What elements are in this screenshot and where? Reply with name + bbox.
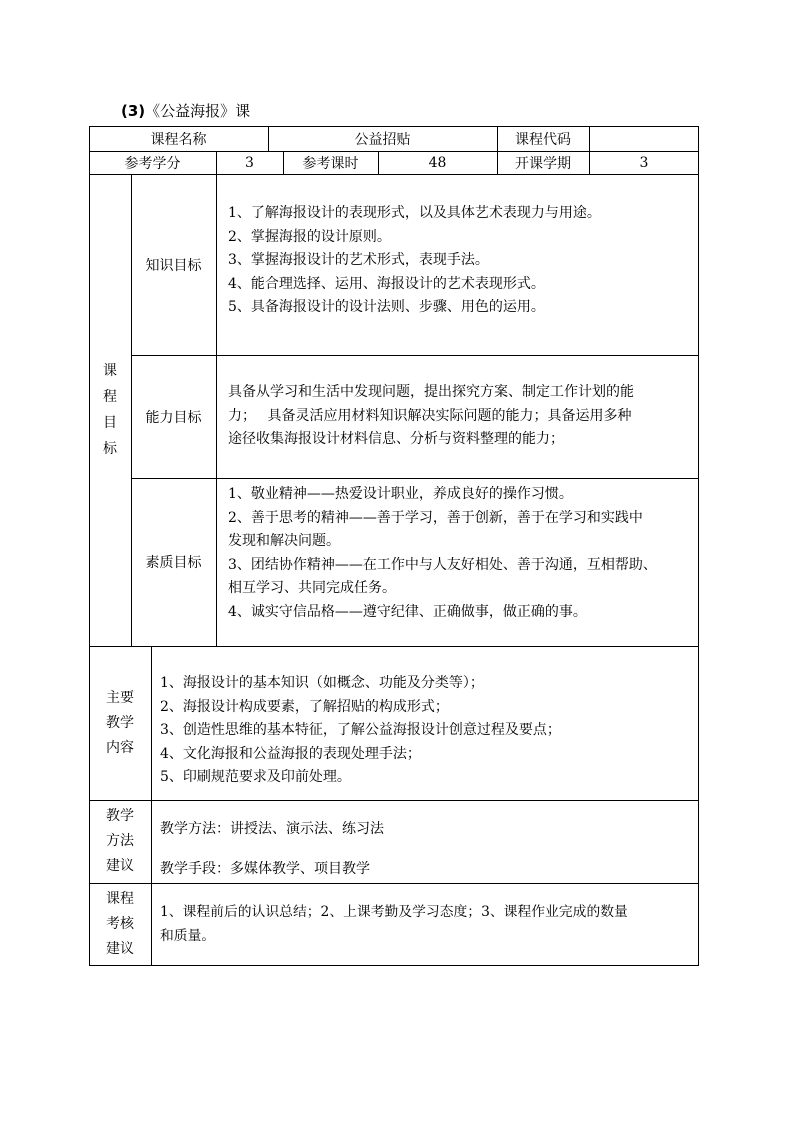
list-item: 1、了解海报设计的表现形式，以及具体艺术表现力与用途。 xyxy=(228,205,601,221)
list-item: 2、善于思考的精神——善于学习，善于创新，善于在学习和实践中 xyxy=(228,509,643,526)
list-item: 4、文化海报和公益海报的表现处理手法； xyxy=(160,745,421,762)
label-line: 建议 xyxy=(106,858,134,874)
label-line: 教学 xyxy=(106,808,134,824)
text-line: 具备从学习和生活中发现问题，提出探究方案、制定工作计划的能 xyxy=(228,384,634,400)
label-line: 方法 xyxy=(106,833,134,849)
section-number: (3) xyxy=(121,102,146,120)
list-item: 1、敬业精神——热爱设计职业，养成良好的操作习惯。 xyxy=(228,486,573,502)
goal-label-char: 程 xyxy=(103,389,117,405)
list-item: 发现和解决问题。 xyxy=(228,533,340,549)
row-divider xyxy=(89,646,699,647)
goal-label-char: 标 xyxy=(103,441,117,457)
row-divider xyxy=(89,883,699,884)
course-code-label: 课程代码 xyxy=(515,131,571,148)
goal-label-char: 课 xyxy=(103,363,117,379)
means-text: 教学手段：多媒体教学、项目教学 xyxy=(160,861,370,877)
label-line: 主要 xyxy=(106,689,134,706)
credits-label: 参考学分 xyxy=(124,155,181,172)
hours-value: 48 xyxy=(428,154,447,171)
text-line: 力； 具备灵活应用材料知识解决实际问题的能力；具备运用多种 xyxy=(228,407,632,424)
label-line: 课程 xyxy=(106,891,134,907)
label-line: 教学 xyxy=(106,714,134,731)
col-divider xyxy=(151,646,152,966)
main-content-label xyxy=(89,646,151,800)
label-line: 建议 xyxy=(106,941,134,957)
section-heading xyxy=(121,100,250,122)
text-line: 1、课程前后的认识总结；2、上课考勤及学习态度；3、课程作业完成的数量 xyxy=(160,904,628,920)
course-goals-label xyxy=(89,174,131,646)
quality-goal-label: 素质目标 xyxy=(145,555,202,571)
label-line: 考核 xyxy=(106,916,134,932)
list-item: 1、海报设计的基本知识（如概念、功能及分类等）； xyxy=(160,675,484,691)
ability-goal-label: 能力目标 xyxy=(145,409,202,426)
text-line: 和质量。 xyxy=(160,927,216,944)
list-item: 5、印刷规范要求及印前处理。 xyxy=(160,769,351,785)
course-name-value: 公益招贴 xyxy=(354,131,411,148)
knowledge-goal-content xyxy=(228,202,693,320)
list-item: 2、掌握海报的设计原则。 xyxy=(228,228,391,245)
list-item: 4、能合理选择、运用、海报设计的艺术表现形式。 xyxy=(228,275,545,292)
hours-label: 参考课时 xyxy=(302,155,359,172)
ability-goal-content xyxy=(228,381,693,452)
assessment-content xyxy=(160,901,696,948)
list-item: 5、具备海报设计的设计法则、步骤、用色的运用。 xyxy=(228,299,545,315)
methods-text: 教学方法：讲授法、演示法、练习法 xyxy=(160,821,384,837)
main-content-list xyxy=(160,672,695,790)
text-line: 途径收集海报设计材料信息、分析与资料整理的能力； xyxy=(228,431,564,447)
col-divider xyxy=(216,174,217,646)
list-item: 4、诚实守信品格——遵守纪律、正确做事，做正确的事。 xyxy=(228,603,587,620)
credits-value: 3 xyxy=(245,154,254,171)
list-item: 3、掌握海报设计的艺术形式，表现手法。 xyxy=(228,252,489,268)
list-item: 相互学习、共同完成任务。 xyxy=(228,580,396,596)
list-item: 3、创造性思维的基本特征，了解公益海报设计创意过程及要点； xyxy=(160,722,561,738)
semester-label: 开课学期 xyxy=(515,155,571,172)
methods-label xyxy=(89,800,151,883)
quality-goal-content xyxy=(228,483,693,624)
list-item: 3、团结协作精神——在工作中与人友好相处、善于沟通，互相帮助、 xyxy=(228,556,657,573)
label-line: 内容 xyxy=(106,739,134,756)
knowledge-goal-label: 知识目标 xyxy=(145,257,202,274)
list-item: 2、海报设计构成要素，了解招贴的构成形式； xyxy=(160,698,449,715)
assessment-label xyxy=(89,883,151,966)
goal-label-char: 目 xyxy=(103,415,117,431)
course-name-label: 课程名称 xyxy=(150,131,207,148)
semester-value: 3 xyxy=(639,154,649,171)
row-divider xyxy=(89,800,699,801)
section-title: 《公益海报》课 xyxy=(145,102,251,120)
course-code-value xyxy=(589,126,699,151)
